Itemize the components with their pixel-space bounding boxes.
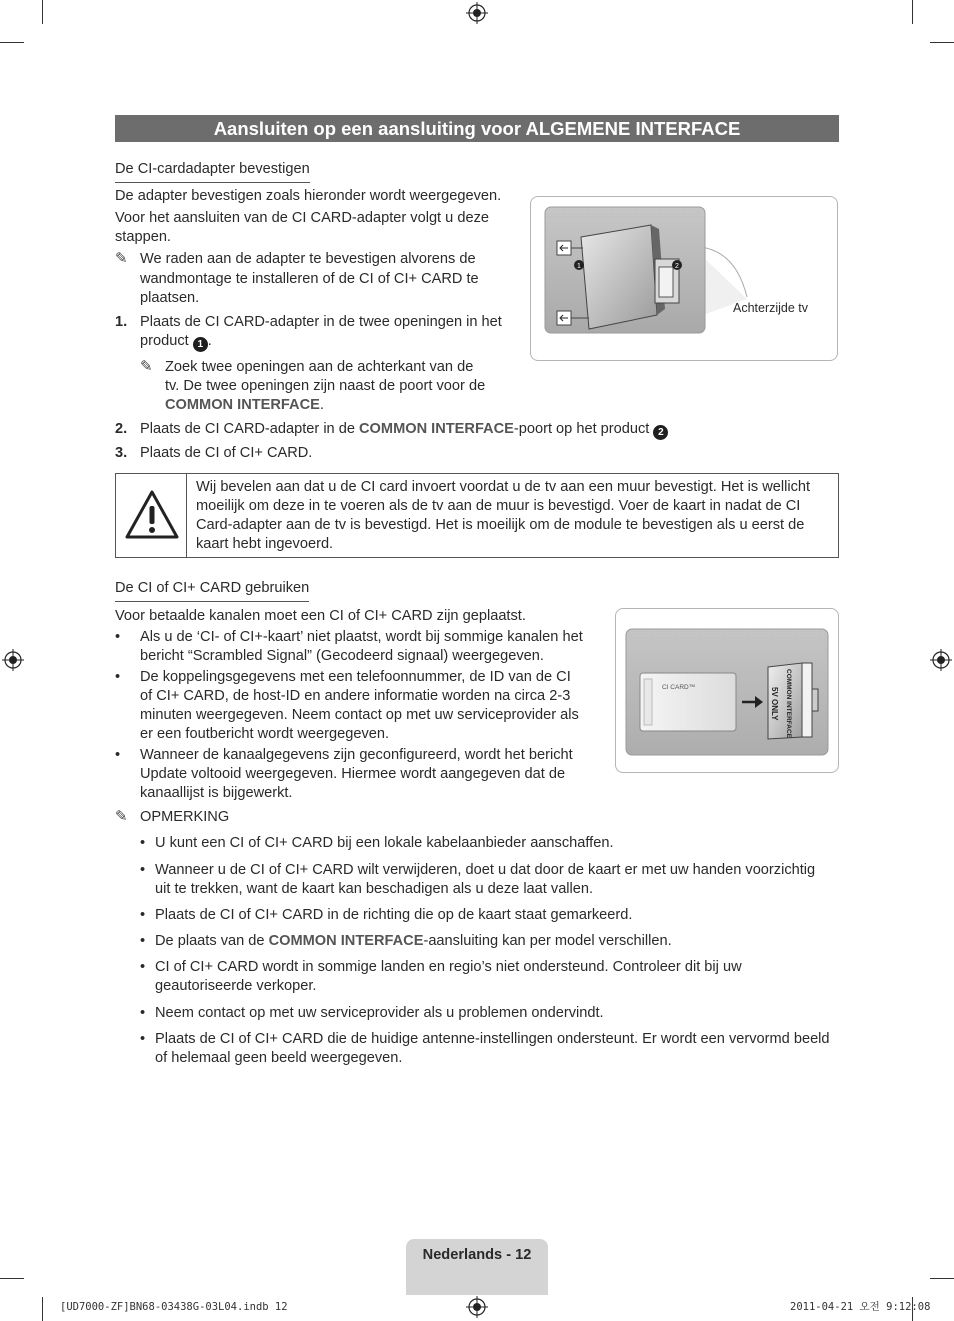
registration-mark-icon — [466, 2, 488, 24]
crop-mark — [930, 1278, 954, 1279]
bullet-marker: • — [140, 907, 146, 923]
warning-divider — [186, 474, 187, 557]
figure-marker: 1 — [577, 263, 581, 270]
step-text-line — [140, 420, 668, 440]
common-interface-label: COMMON INTERFACE — [165, 397, 320, 413]
note-line: tv. De twee openingen zijn naast de poort voor de — [165, 378, 486, 394]
bullet-marker: • — [140, 1031, 146, 1047]
warning-triangle-icon — [124, 489, 180, 541]
note-line: wandmontage te installeren of de CI of CI+ CARD te — [140, 271, 479, 287]
figure-adapter-install — [530, 196, 838, 361]
bullet-line: Wanneer de kanaalgegevens zijn geconfigureerd, wordt het bericht — [140, 747, 573, 763]
pencil-note-icon: ✎ — [115, 250, 128, 267]
bullet-marker: • — [140, 1005, 146, 1021]
step-text-line: product 1 . — [140, 333, 212, 350]
step-number: 1. — [115, 314, 128, 330]
page-title: Aansluiten op een aansluiting voor ALGEMENE INTERFACE — [115, 115, 839, 142]
bullet-marker: • — [115, 629, 121, 645]
crop-mark — [912, 0, 913, 24]
print-timestamp: 2011-04-21 오전 9:12:08 — [790, 1301, 931, 1313]
section-heading-adapter: De CI-cardadapter bevestigen — [115, 160, 310, 183]
slot-label: COMMON INTERFACE — [785, 669, 792, 738]
bullet-marker: • — [140, 835, 146, 851]
section-heading-card-use: De CI of CI+ CARD gebruiken — [115, 579, 309, 602]
warning-line: kaart hebt ingevoerd. — [196, 536, 334, 552]
file-info: [UD7000-ZF]BN68-03438G-03L04.indb 12 — [60, 1301, 288, 1313]
registration-mark-icon — [2, 649, 24, 671]
crop-mark — [0, 1278, 24, 1279]
bullet-line: of CI+ CARD, de host-ID en andere informatie worden na circa 2-3 — [140, 688, 571, 704]
note-line: Zoek twee openingen aan de achterkant van de — [165, 359, 474, 375]
note-line: COMMON INTERFACE. — [165, 397, 324, 413]
step-text: product — [140, 333, 189, 349]
note-item: CI of CI+ CARD wordt in sommige landen en regio’s niet ondersteund. Controleer dit bij uw — [155, 959, 742, 975]
figure-marker: 2 — [675, 263, 679, 270]
common-interface-label: COMMON INTERFACE — [359, 421, 514, 437]
bullet-line: minuten weergegeven. Neem contact op met uw serviceprovider als — [140, 707, 579, 723]
bullet-line: Als u de ‘CI- of CI+-kaart’ niet plaatst, wordt bij sommige kanalen het — [140, 629, 583, 645]
card-label: CI CARD™ — [662, 684, 696, 691]
note-line: plaatsen. — [140, 290, 200, 306]
warning-box — [115, 473, 839, 558]
crop-mark — [42, 1297, 43, 1321]
step-number: 2. — [115, 421, 128, 437]
bullet-marker: • — [115, 669, 121, 685]
step-text: -poort op het product — [513, 421, 654, 437]
warning-line: Wij bevelen aan dat u de CI card invoert voordat u de tv aan een muur bevestigt. Het is wellicht — [196, 479, 811, 495]
registration-mark-icon — [466, 1296, 488, 1318]
figure-card-insert — [615, 608, 839, 773]
common-interface-label: COMMON INTERFACE — [268, 933, 424, 949]
bullet-line: er een foutbericht wordt weergegeven. — [140, 726, 390, 742]
warning-line: Card-adapter aan de tv is bevestigd. Het is moeilijk om de module te bevestigen als u eerst de — [196, 517, 805, 533]
tv-back-adapter-illustration — [531, 197, 837, 360]
note-item: -aansluiting kan per model verschillen. — [423, 933, 672, 949]
note-item: Plaats de CI of CI+ CARD die de huidige antenne-instellingen ondersteunt. Er wordt een vervormd beeld — [155, 1031, 830, 1047]
bullet-line: bericht “Scrambled Signal” (Gecodeerd signaal) weergegeven. — [140, 648, 544, 664]
bullet-line: Update voltooid weergegeven. Hiermee wordt aangegeven dat de — [140, 766, 566, 782]
marker-2-icon: 2 — [653, 425, 668, 440]
page-number-tab: Nederlands - 12 — [406, 1239, 548, 1295]
note-item: Neem contact op met uw serviceprovider als u problemen ondervindt. — [155, 1005, 604, 1021]
note-item: Plaats de CI of CI+ CARD in de richting die op de kaart staat gemarkeerd. — [155, 907, 633, 923]
intro-line: Voor het aansluiten van de CI CARD-adapter volgt u deze — [115, 210, 489, 226]
intro-line: stappen. — [115, 229, 171, 245]
step-text: Plaats de CI CARD-adapter in de — [140, 421, 360, 437]
note-item: Wanneer u de CI of CI+ CARD wilt verwijderen, doet u dat door de kaart er met uw handen voorzichtig — [155, 862, 816, 878]
bullet-line: kanaallijst is bijgewerkt. — [140, 785, 293, 801]
registration-mark-icon — [930, 649, 952, 671]
pencil-note-icon: ✎ — [140, 358, 153, 375]
step-number: 3. — [115, 445, 128, 461]
crop-mark — [42, 0, 43, 24]
note-line: We raden aan de adapter te bevestigen alvorens de — [140, 251, 476, 267]
note-item: uit te trekken, want de kaart kan beschadigen als u deze laat vallen. — [155, 881, 594, 897]
bullet-marker: • — [140, 862, 146, 878]
pencil-note-icon: ✎ — [115, 808, 128, 825]
figure-caption: Achterzijde tv — [733, 301, 809, 315]
note-item: U kunt een CI of CI+ CARD bij een lokale kabelaanbieder aanschaffen. — [155, 835, 614, 851]
warning-line: moeilijk om deze in te voeren als de tv aan de muur is bevestigd. Voer de kaart in nadat de CI — [196, 498, 801, 514]
note-item-line — [155, 932, 672, 952]
bullet-marker: • — [140, 933, 146, 949]
step-text: Plaats de CI CARD-adapter in de twee openingen in het — [140, 314, 502, 330]
bullet-line: De koppelingsgegevens met een telefoonnummer, de ID van de CI — [140, 669, 571, 685]
intro-line: Voor betaalde kanalen moet een CI of CI+ CARD zijn geplaatst. — [115, 608, 526, 624]
slot-label: 5V ONLY — [770, 687, 779, 721]
note-item: of helemaal geen beeld weergegeven. — [155, 1050, 403, 1066]
note-item: geautoriseerde verkoper. — [155, 978, 317, 994]
crop-mark — [930, 42, 954, 43]
step-text: Plaats de CI of CI+ CARD. — [140, 445, 313, 461]
bullet-marker: • — [115, 747, 121, 763]
intro-line: De adapter bevestigen zoals hieronder wordt weergegeven. — [115, 188, 502, 204]
note-item: De plaats van de — [155, 933, 269, 949]
bullet-marker: • — [140, 959, 146, 975]
note-heading: OPMERKING — [140, 809, 230, 825]
marker-1-icon: 1 — [193, 337, 208, 352]
ci-card-insert-illustration — [616, 609, 838, 772]
crop-mark — [0, 42, 24, 43]
